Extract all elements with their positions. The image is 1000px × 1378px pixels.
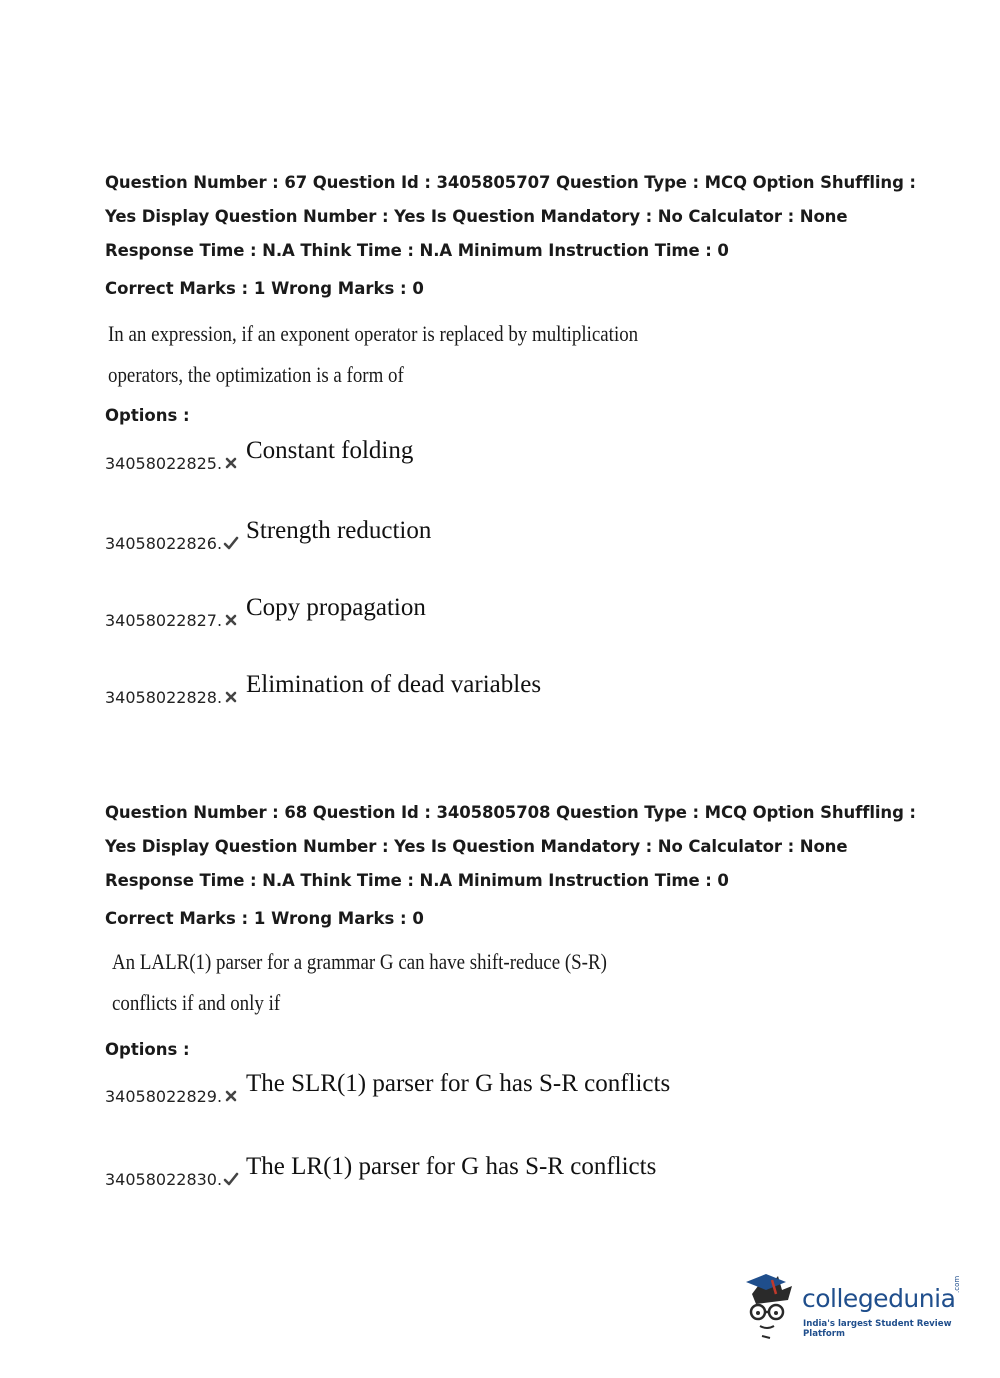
cross-icon <box>223 689 239 705</box>
question-68-meta: Question Number : 68 Question Id : 3405805708 Question Type : MCQ Option Shuffling : Yes Display Question Number : Yes Is Question Mandatory : No Calculator : None Response Time : N.A Think Time : N.A Minimum Instruction Time : 0 <box>105 803 916 890</box>
option-id: 34058022828. <box>105 688 223 707</box>
option-text: Strength reduction <box>246 517 432 544</box>
option-text: The LR(1) parser for G has S-R conflicts <box>246 1153 657 1180</box>
option-text: Constant folding <box>246 437 414 464</box>
question-67-options-label: Options : <box>105 406 190 425</box>
question-68-text: An LALR(1) parser for a grammar G can have shift-reduce (S-R) conflicts if and only if <box>112 949 607 1015</box>
question-68-marks: Correct Marks : 1 Wrong Marks : 0 <box>105 909 424 928</box>
cross-icon <box>223 1088 239 1104</box>
option-id: 34058022829. <box>105 1087 223 1106</box>
check-icon <box>223 1171 239 1187</box>
logo-tagline: India's largest Student Review Platform <box>803 1319 952 1339</box>
question-67-meta: Question Number : 67 Question Id : 3405805707 Question Type : MCQ Option Shuffling : Yes Display Question Number : Yes Is Question Mandatory : No Calculator : None Response Time : N.A Think Time : N.A Minimum Instruction Time : 0 <box>105 173 916 260</box>
collegedunia-logo <box>742 1272 967 1342</box>
logo-name: collegedunia <box>802 1284 956 1313</box>
check-icon <box>223 535 239 551</box>
option-text: The SLR(1) parser for G has S-R conflicts <box>246 1070 671 1097</box>
question-67-text: In an expression, if an exponent operator is replaced by multiplication operators, the optimization is a form of <box>108 321 639 387</box>
question-68-options-label: Options : <box>105 1040 190 1059</box>
mascot-icon <box>742 1272 800 1342</box>
cross-icon <box>223 455 239 471</box>
option-id: 34058022825. <box>105 454 223 473</box>
option-id: 34058022827. <box>105 611 223 630</box>
cross-icon <box>223 612 239 628</box>
option-id: 34058022826. <box>105 534 223 553</box>
question-67-marks: Correct Marks : 1 Wrong Marks : 0 <box>105 279 424 298</box>
option-text: Copy propagation <box>246 594 426 621</box>
option-id: 34058022830. <box>105 1170 223 1189</box>
option-text: Elimination of dead variables <box>246 671 542 698</box>
logo-suffix: .com <box>953 1275 961 1293</box>
